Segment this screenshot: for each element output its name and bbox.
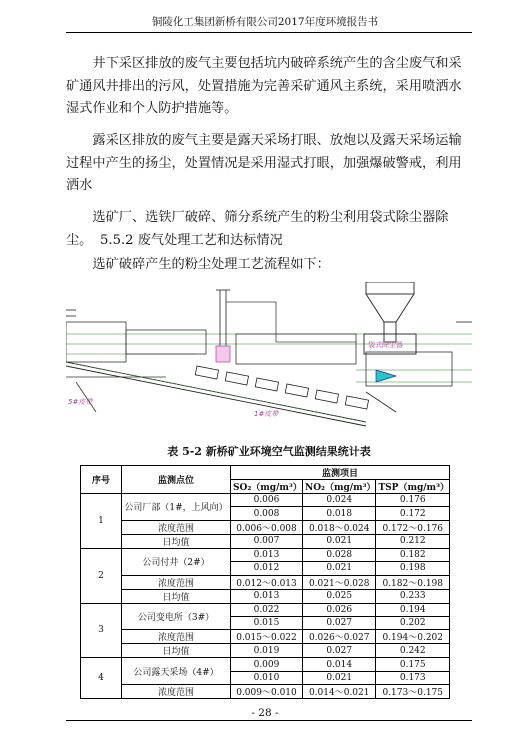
cell-so2: 0.010 [231, 671, 303, 684]
footer-rule [66, 720, 472, 721]
cell-no2: 0.018 [302, 507, 376, 520]
table-row [81, 575, 450, 589]
table-caption: 表 5-2 新桥矿业环境空气监测结果统计表 [167, 445, 371, 458]
paragraph-open-pit-exhaust: 露采区排放的废气主要是露天采场打眼、放炮以及露天采场运输过程中产生的扬尘，处置情况是采用湿式打眼，加强爆破警戒，利用洒水 [66, 133, 462, 193]
cell-tsp: 0.173 [376, 671, 450, 684]
cell-no2: 0.021 [302, 534, 376, 548]
fan-icon [366, 370, 396, 412]
cell-no2: 0.027 [302, 616, 376, 629]
cell-no2: 0.021 [302, 562, 376, 575]
cell-tsp: 0.172～0.176 [376, 520, 450, 534]
cell-no2: 0.021～0.028 [302, 575, 376, 589]
cell-no2: 0.014～0.021 [302, 685, 376, 699]
cell-so2: 0.009～0.010 [231, 685, 303, 699]
cell-so2: 0.007 [231, 534, 303, 548]
cell-tsp: 0.172 [376, 507, 450, 520]
cell-so2: 0.012 [231, 562, 303, 575]
cell-tsp: 0.175 [376, 658, 450, 671]
cell-so2: 0.015 [231, 616, 303, 629]
paragraph-process-intro: 选矿破碎产生的粉尘处理工艺流程如下： [92, 257, 330, 272]
exhaust-duct [216, 290, 356, 362]
group-no: 2 [81, 548, 122, 603]
group-point: 公司付井（2#） [122, 548, 231, 575]
header-so2: SO₂（mg/m³） [231, 480, 303, 494]
avg-label: 日均值 [122, 534, 231, 548]
cell-tsp: 0.176 [376, 494, 450, 507]
conveyor-label-right: 1#皮带 [254, 410, 279, 418]
cell-no2: 0.025 [302, 589, 376, 603]
cell-so2: 0.022 [231, 603, 303, 616]
conveyor-label-left: 5#皮带 [68, 398, 93, 406]
cell-tsp: 0.202 [376, 616, 450, 629]
page-number: - 28 - [251, 707, 279, 719]
table-row [81, 658, 450, 671]
table-row [81, 685, 450, 699]
cell-no2: 0.021 [302, 671, 376, 684]
header-no2: NO₂（mg/m³） [302, 480, 376, 494]
cell-tsp: 0.198 [376, 562, 450, 575]
cell-tsp: 0.194～0.202 [376, 630, 450, 644]
cell-so2: 0.013 [231, 589, 303, 603]
group-no: 1 [81, 494, 122, 549]
avg-label: 日均值 [122, 589, 231, 603]
table-row [81, 534, 450, 548]
cell-tsp: 0.182～0.198 [376, 575, 450, 589]
table-row [81, 630, 450, 644]
range-label: 浓度范围 [122, 685, 231, 699]
cell-tsp: 0.173～0.175 [376, 685, 450, 699]
group-no: 3 [81, 603, 122, 658]
paragraph-underground-exhaust: 井下采区排放的废气主要包括坑内破碎系统产生的含尘废气和采矿通风井排出的污风，处置措施为完善采矿通风主系统，采用喷洒水湿式作业和个人防护措施等。 [66, 56, 462, 116]
cell-no2: 0.018～0.024 [302, 520, 376, 534]
cell-no2: 0.024 [302, 494, 376, 507]
cell-so2: 0.008 [231, 507, 303, 520]
header-no: 序号 [81, 466, 122, 494]
group-no: 4 [81, 658, 122, 699]
header-rule [66, 32, 472, 33]
building-outline [66, 322, 452, 412]
table-row [81, 520, 450, 534]
page-header: 铜陵化工集团新桥有限公司2017年度环境报告书 [151, 16, 379, 28]
air-monitoring-table [80, 465, 450, 699]
idler-boxes [195, 366, 368, 409]
cell-so2: 0.015～0.022 [231, 630, 303, 644]
table-row [81, 589, 450, 603]
cell-so2: 0.009 [231, 658, 303, 671]
cell-so2: 0.006～0.008 [231, 520, 303, 534]
cell-so2: 0.013 [231, 548, 303, 561]
cell-so2: 0.019 [231, 644, 303, 658]
avg-label: 日均值 [122, 644, 231, 658]
paragraph-dust-removal: 选矿厂、选铁厂破碎、筛分系统产生的粉尘利用袋式除尘器除尘。 [66, 210, 449, 248]
cell-no2: 0.028 [302, 548, 376, 561]
header-tsp: TSP（mg/m³） [376, 480, 450, 494]
cell-tsp: 0.242 [376, 644, 450, 658]
cell-so2: 0.012～0.013 [231, 575, 303, 589]
cell-no2: 0.027 [302, 644, 376, 658]
table-row [81, 494, 450, 507]
cell-tsp: 0.233 [376, 589, 450, 603]
cell-tsp: 0.212 [376, 534, 450, 548]
table-row [81, 603, 450, 616]
group-point: 公司厂部（1#，上风向） [122, 494, 231, 521]
range-label: 浓度范围 [122, 630, 231, 644]
dust-collector-label: 袋式除尘器 [368, 341, 403, 349]
cell-tsp: 0.194 [376, 603, 450, 616]
cell-no2: 0.026 [302, 603, 376, 616]
cell-so2: 0.006 [231, 494, 303, 507]
cell-tsp: 0.182 [376, 548, 450, 561]
cell-no2: 0.014 [302, 658, 376, 671]
group-point: 公司露天采场（4#） [122, 658, 231, 685]
group-point: 公司变电所（3#） [122, 603, 231, 630]
range-label: 浓度范围 [122, 575, 231, 589]
dust-process-diagram [66, 282, 472, 434]
cell-no2: 0.026～0.027 [302, 630, 376, 644]
left-edge-marks [66, 310, 472, 322]
table-row [81, 548, 450, 561]
table-row [81, 644, 450, 658]
header-items: 监测项目 [231, 466, 450, 480]
range-label: 浓度范围 [122, 520, 231, 534]
header-point: 监测点位 [122, 466, 231, 494]
ground-hatch [66, 334, 472, 382]
section-heading: 5.5.2 废气处理工艺和达标情况 [100, 233, 283, 248]
